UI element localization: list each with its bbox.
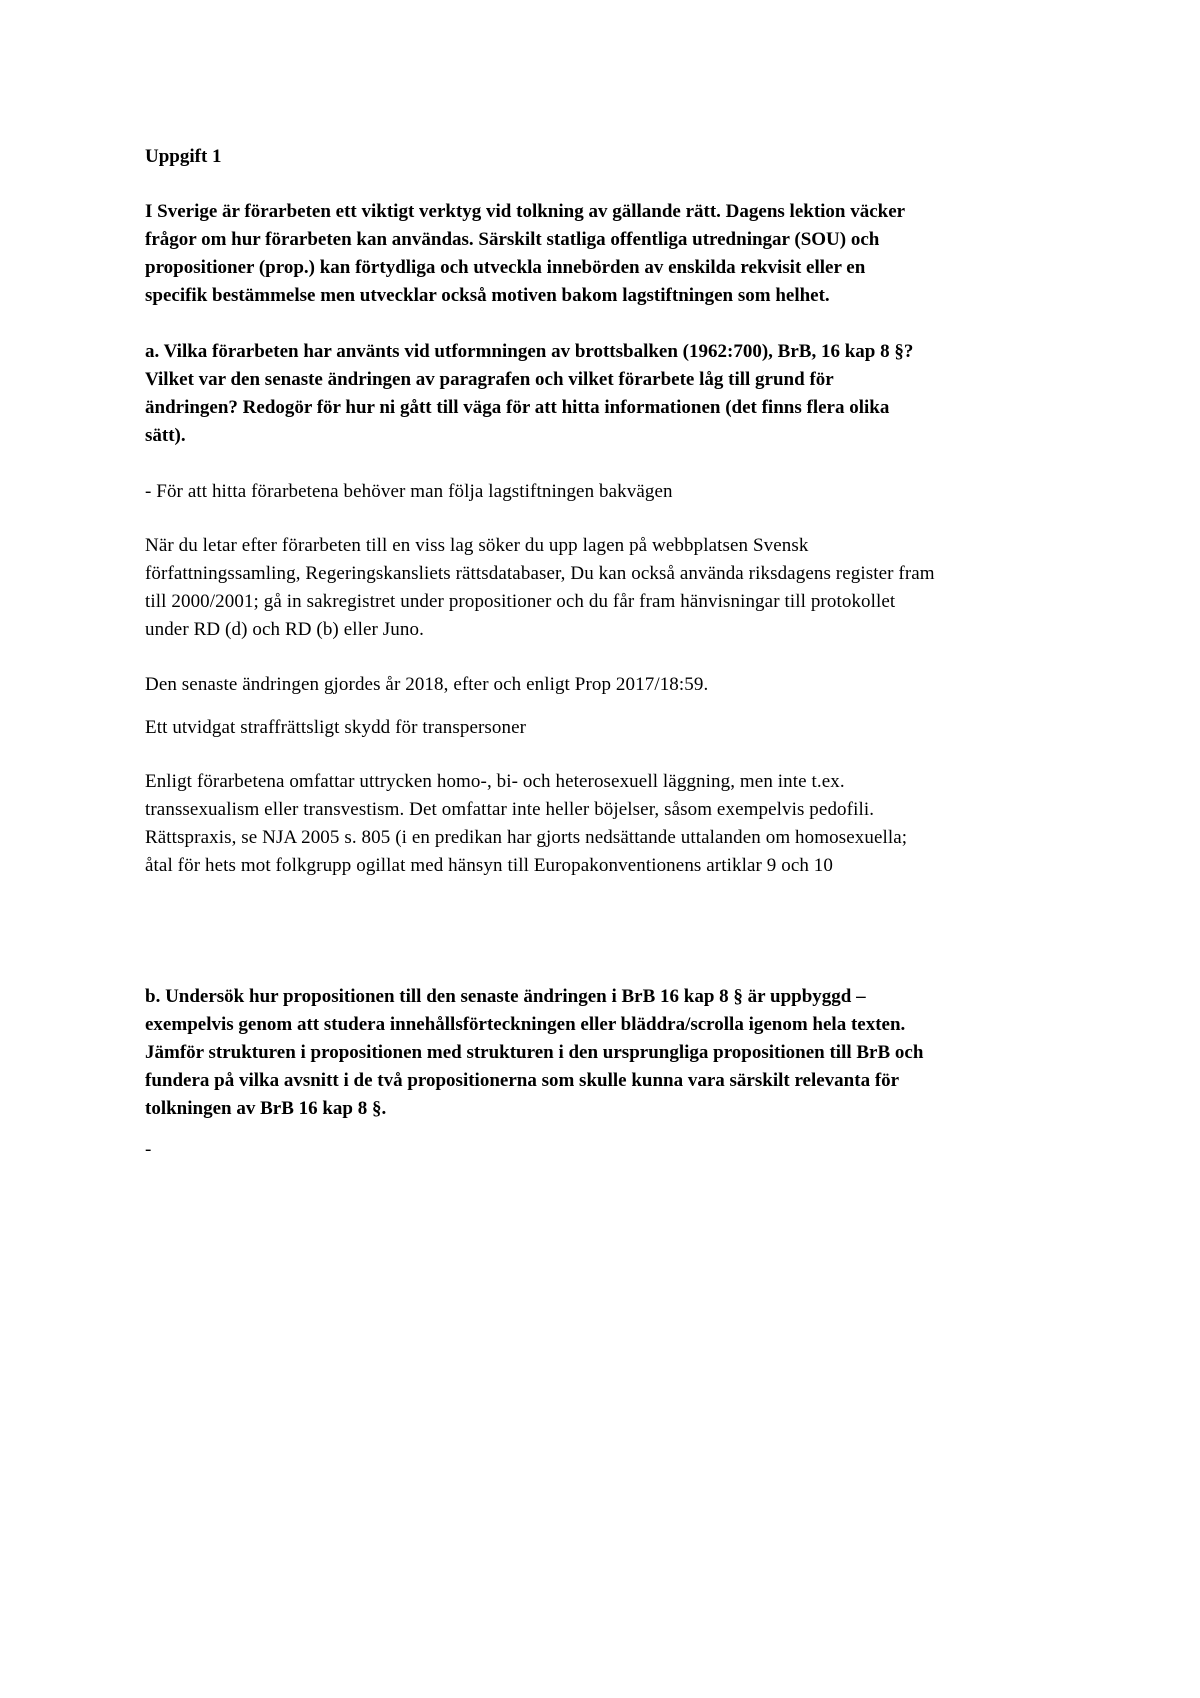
answer-a-intro bbox=[145, 478, 1065, 506]
question-b-line: exempelvis genom att studera innehållsförteckningen eller bläddra/scrolla igenom hela texten. bbox=[145, 1014, 906, 1035]
question-b-line: b. Undersök hur propositionen till den senaste ändringen i BrB 16 kap 8 § är uppbyggd – bbox=[145, 986, 866, 1007]
answer-b bbox=[145, 1136, 1065, 1164]
interpretation-line: transsexualism eller transvestism. Det omfattar inte heller böjelser, såsom exempelvis pedofili. bbox=[145, 799, 875, 820]
answer-a-method-line: När du letar efter förarbeten till en viss lag söker du upp lagen på webbplatsen Svensk bbox=[145, 535, 809, 556]
intro-line: frågor om hur förarbeten kan användas. Särskilt statliga offentliga utredningar (SOU) och bbox=[145, 229, 880, 250]
answer-a-method bbox=[145, 532, 1065, 644]
intro-paragraph bbox=[145, 198, 1065, 310]
answer-a-latest-change bbox=[145, 671, 1065, 699]
title-text: Uppgift 1 bbox=[145, 146, 222, 167]
intro-line: propositioner (prop.) kan förtydliga och utveckla innebörden av enskilda rekvisit eller en bbox=[145, 257, 866, 278]
question-a bbox=[145, 338, 1065, 450]
interpretation-line: Enligt förarbetena omfattar uttrycken homo-, bi- och heterosexuell läggning, men inte t.ex. bbox=[145, 771, 845, 792]
answer-a-interpretation bbox=[145, 768, 1065, 880]
question-a-line: sätt). bbox=[145, 425, 186, 446]
question-b-line: tolkningen av BrB 16 kap 8 §. bbox=[145, 1098, 387, 1119]
answer-a-method-line: författningssamling, Regeringskansliets rättsdatabaser, Du kan också använda riksdagens register fram bbox=[145, 563, 935, 584]
answer-a-method-line: till 2000/2001; gå in sakregistret under propositioner och du får fram hänvisningar till protokollet bbox=[145, 591, 896, 612]
intro-line: I Sverige är förarbeten ett viktigt verktyg vid tolkning av gällande rätt. Dagens lektion väcker bbox=[145, 201, 906, 222]
prop-title-line: Ett utvidgat straffrättsligt skydd för transpersoner bbox=[145, 717, 527, 738]
question-b-line: Jämför strukturen i propositionen med strukturen i den ursprungliga propositionen till BrB och bbox=[145, 1042, 924, 1063]
document-title bbox=[145, 143, 1065, 171]
question-a-line: Vilket var den senaste ändringen av paragrafen och vilket förarbete låg till grund för bbox=[145, 369, 834, 390]
answer-a-intro-line: - För att hitta förarbetena behöver man följa lagstiftningen bakvägen bbox=[145, 481, 673, 502]
interpretation-line: åtal för hets mot folkgrupp ogillat med hänsyn till Europakonventionens artiklar 9 och 10 bbox=[145, 855, 834, 876]
answer-b-line: - bbox=[145, 1139, 152, 1160]
question-a-line: a. Vilka förarbeten har använts vid utformningen av brottsbalken (1962:700), BrB, 16 kap 8 §? bbox=[145, 341, 914, 362]
intro-line: specifik bestämmelse men utvecklar också motiven bakom lagstiftningen som helhet. bbox=[145, 285, 830, 306]
latest-change-line: Den senaste ändringen gjordes år 2018, efter och enligt Prop 2017/18:59. bbox=[145, 674, 709, 695]
answer-a-method-line: under RD (d) och RD (b) eller Juno. bbox=[145, 619, 424, 640]
question-b bbox=[145, 983, 1065, 1123]
interpretation-line: Rättspraxis, se NJA 2005 s. 805 (i en predikan har gjorts nedsättande uttalanden om homosexuella; bbox=[145, 827, 908, 848]
answer-a-prop-title bbox=[145, 714, 1065, 742]
question-a-line: ändringen? Redogör för hur ni gått till väga för att hitta informationen (det finns flera olika bbox=[145, 397, 890, 418]
question-b-line: fundera på vilka avsnitt i de två propositionerna som skulle kunna vara särskilt relevanta för bbox=[145, 1070, 900, 1091]
